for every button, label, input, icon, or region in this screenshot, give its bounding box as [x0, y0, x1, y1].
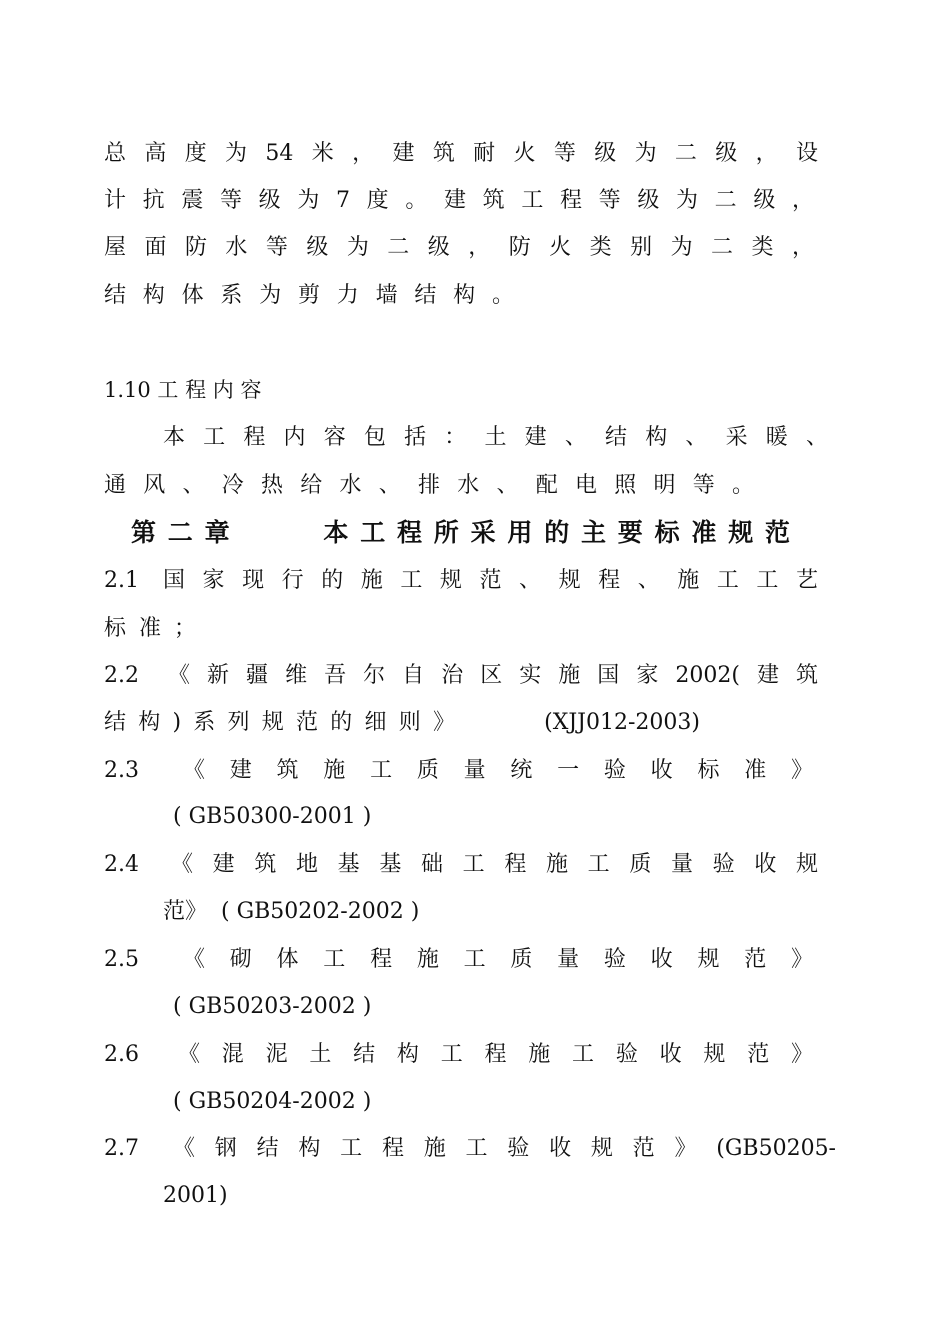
item-number: 2.2	[104, 663, 139, 688]
item-number: 2.1	[104, 568, 139, 593]
item-text-line: ( GB50204-2002 )	[173, 1089, 372, 1114]
item-text-line: 《砌体工程施工质量验收规范》	[183, 947, 813, 972]
paragraph-line: 总高度为54米，建筑耐火等级为二级，设	[104, 141, 818, 166]
item-text-line: 《钢结构工程施工验收规范》(GB50205-	[173, 1136, 836, 1161]
item-text-line: 《建筑地基基础工程施工质量验收规	[171, 852, 818, 877]
paragraph-line: 结构体系为剪力墙结构。	[104, 283, 514, 308]
section-body-line: 通风、冷热给水、排水、配电照明等。	[104, 473, 754, 498]
item-text-line: 结构)系列规范的细则》 (XJJ012-2003)	[104, 710, 700, 735]
item-text-line: 2001)	[163, 1183, 228, 1208]
paragraph-line: 计抗震等级为7度。建筑工程等级为二级，	[104, 188, 814, 213]
item-text-line: ( GB50203-2002 )	[173, 994, 372, 1019]
item-number: 2.5	[104, 947, 139, 972]
item-number: 2.3	[104, 758, 139, 783]
item-text-line: 国家现行的施工规范、规程、施工工艺	[163, 568, 818, 593]
paragraph-line: 屋面防水等级为二级，防火类别为二类，	[104, 235, 814, 260]
item-number: 2.4	[104, 852, 139, 877]
item-text-line: 《建筑施工质量统一验收标准》	[183, 758, 813, 783]
item-text-line: 《新疆维吾尔自治区实施国家2002(建筑	[168, 663, 818, 688]
item-text-line: 标准；	[104, 616, 196, 641]
item-text-line: ( GB50300-2001 )	[173, 804, 372, 829]
item-text-line: 《混泥土结构工程施工验收规范》	[178, 1042, 813, 1067]
chapter-title: 第二章 本工程所采用的主要标准规范	[131, 518, 790, 547]
item-number: 2.7	[104, 1136, 139, 1161]
item-text-line: 范》 ( GB50202-2002 )	[163, 899, 420, 924]
item-number: 2.6	[104, 1042, 139, 1067]
section-heading: 1.10 工 程 内 容	[104, 378, 262, 402]
section-body-line: 本工程内容包括：土建、结构、采暖、	[163, 425, 828, 450]
